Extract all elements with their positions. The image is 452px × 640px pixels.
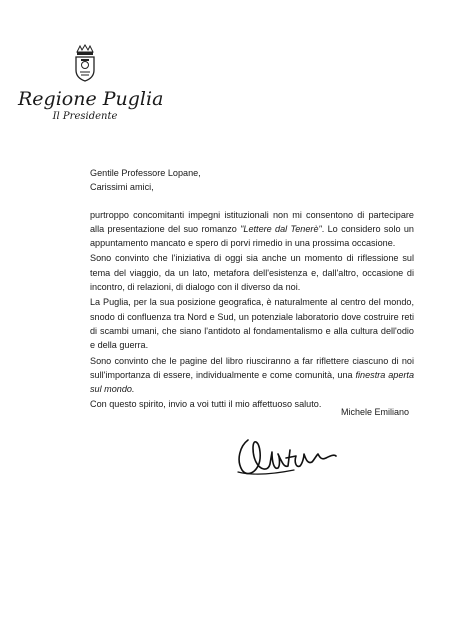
paragraph-3: La Puglia, per la sua posizione geografica, è naturalmente al centro del mondo, snodo di confluenza tra Nord e Sud, un potenziale laboratorio dove costruire reti di scambi umani, che siano l'antidoto al fondamentalismo e alla cultura dell'odio e della guerra.: [90, 297, 414, 351]
book-title: "Lettere dal Tenerè": [240, 223, 322, 234]
paragraph-4-text: Sono convinto che le pagine del libro riusciranno a far riflettere ciascuno di noi sull'importanza di essere, individualmente e come comunità, una: [90, 355, 414, 380]
paragraph-1-text-start: purtroppo concomitanti impegni istituzionali non mi consentono di partecipare alla presentazione del suo romanzo: [90, 209, 414, 234]
salutation: Gentile Professore Lopane,: [90, 168, 201, 178]
letterhead: [18, 44, 164, 123]
handwritten-signature-icon: [234, 432, 338, 482]
signatory-name: Michele Emiliano: [341, 407, 410, 417]
paragraph-1-text-end: . Lo considero solo un appuntamento mancato e spero di porvi rimedio in una prossima occasione.: [90, 223, 414, 249]
paragraph-4: [90, 354, 414, 397]
regional-coat-of-arms-icon: [72, 44, 98, 84]
paragraph-4-emphasis: finestra aperta sul mondo.: [90, 369, 414, 395]
letter-body: [90, 166, 414, 413]
organization-name: Regione Puglia: [18, 88, 164, 110]
paragraph-1: [90, 208, 414, 251]
organization-role: Il Presidente: [52, 111, 118, 122]
paragraph-5: Con questo spirito, invio a voi tutti il mio affettuoso saluto.: [90, 399, 322, 410]
paragraph-2: Sono convinto che l'iniziativa di oggi sia anche un momento di riflessione sul tema del viaggio, da un lato, metafora dell'esistenza e, dall'altro, occasione di incontro, di relazioni, di dialogo con il diverso da noi.: [90, 253, 414, 293]
greeting: Carissimi amici,: [90, 182, 154, 193]
